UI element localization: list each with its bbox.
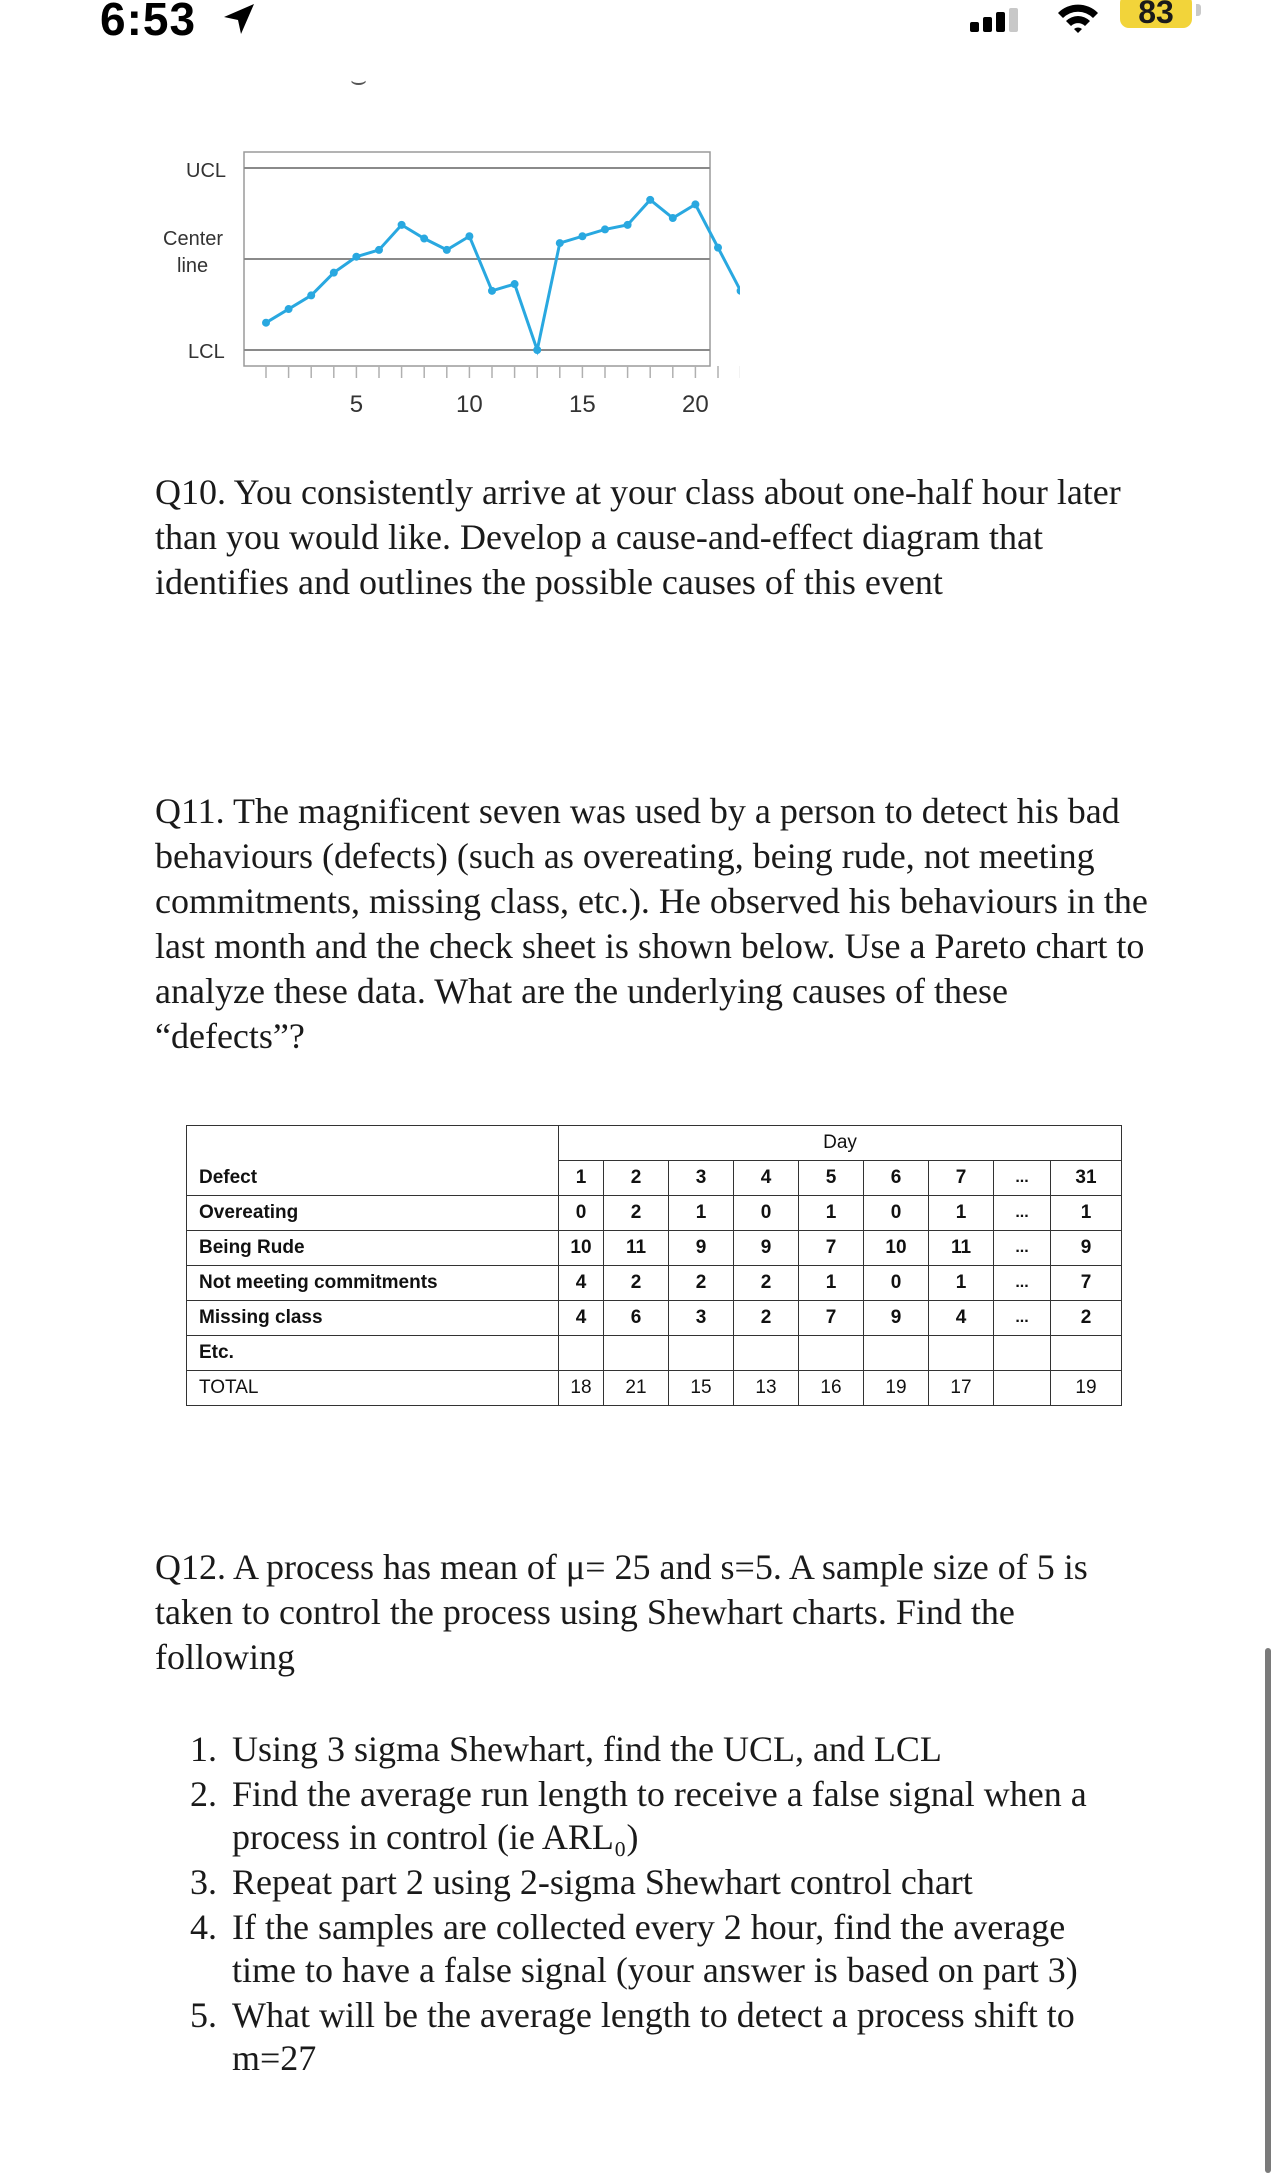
part-text: What will be the average length to detect a process shift to m=27	[232, 1995, 1075, 2078]
total-cell: 21	[604, 1371, 669, 1406]
total-cell: 17	[929, 1371, 994, 1406]
series-points	[262, 196, 740, 354]
ucl-label: UCL	[186, 160, 227, 182]
count-cell: 0	[864, 1196, 929, 1231]
count-cell: 11	[604, 1231, 669, 1266]
day-cell: ...	[994, 1161, 1051, 1196]
data-point	[420, 235, 428, 243]
check-sheet-table	[186, 1125, 1122, 1406]
count-cell: 1	[669, 1196, 734, 1231]
count-cell: 2	[1051, 1301, 1122, 1336]
count-cell: 2	[604, 1266, 669, 1301]
count-cell: ...	[994, 1301, 1051, 1336]
defect-header: Defect	[187, 1161, 559, 1196]
count-cell	[734, 1336, 799, 1371]
day-cell: 4	[734, 1161, 799, 1196]
count-cell: 9	[1051, 1231, 1122, 1266]
x-tick-label: 20	[682, 391, 709, 418]
count-cell: 1	[929, 1266, 994, 1301]
total-cell: 18	[559, 1371, 604, 1406]
question-12-part	[190, 1994, 1132, 2080]
question-12-part	[190, 1773, 1132, 1859]
defect-label: Missing class	[187, 1301, 559, 1336]
count-cell: 2	[734, 1266, 799, 1301]
total-cell: 19	[1051, 1371, 1122, 1406]
part-text: Using 3 sigma Shewhart, find the UCL, and LCL	[232, 1729, 942, 1769]
cellular-signal-icon	[970, 8, 1030, 32]
data-point	[443, 246, 451, 254]
battery-tip	[1196, 4, 1201, 16]
count-cell	[994, 1336, 1051, 1371]
question-12-part	[190, 1728, 1132, 1771]
count-cell: 10	[864, 1231, 929, 1266]
count-cell	[1051, 1336, 1122, 1371]
question-12-part	[190, 1861, 1132, 1904]
count-cell: 7	[799, 1301, 864, 1336]
data-point	[646, 196, 654, 204]
data-point	[330, 269, 338, 277]
location-arrow-icon	[222, 2, 256, 36]
count-cell: 10	[559, 1231, 604, 1266]
total-cell: 13	[734, 1371, 799, 1406]
data-point	[511, 280, 519, 288]
count-cell: 7	[799, 1231, 864, 1266]
control-chart	[150, 140, 740, 440]
total-cell: 15	[669, 1371, 734, 1406]
count-cell: 2	[669, 1266, 734, 1301]
defect-label: Not meeting commitments	[187, 1266, 559, 1301]
question-12-part	[190, 1906, 1132, 1992]
question-12-intro: Q12. A process has mean of μ= 25 and s=5. A sample size of 5 is taken to control the process using Shewhart charts. Find the following	[155, 1547, 1088, 1677]
data-point	[691, 200, 699, 208]
count-cell: ...	[994, 1266, 1051, 1301]
data-point	[375, 246, 383, 254]
defect-label: Being Rude	[187, 1231, 559, 1266]
data-point	[352, 253, 360, 261]
check-sheet	[186, 1125, 1122, 1406]
data-point	[285, 305, 293, 313]
total-row	[187, 1371, 1122, 1406]
defect-row	[187, 1301, 1122, 1336]
defect-label: Overeating	[187, 1196, 559, 1231]
question-11: Q11. The magnificent seven was used by a person to detect his bad behaviours (defects) (such as overeating, being rude, not meeting commitments, missing class, etc.). He observed his behaviours in the last month and the check sheet is shown below. Use a Pareto chart to analyze these data. What are the underlying causes of these “defects”?	[155, 791, 1148, 1056]
count-cell	[559, 1336, 604, 1371]
day-header-row	[187, 1126, 1122, 1161]
count-cell: 2	[734, 1301, 799, 1336]
count-cell: 1	[1051, 1196, 1122, 1231]
day-cell: 5	[799, 1161, 864, 1196]
count-cell: 9	[669, 1231, 734, 1266]
count-cell: 6	[604, 1301, 669, 1336]
data-point	[488, 287, 496, 295]
count-cell: 7	[1051, 1266, 1122, 1301]
count-cell: 0	[734, 1196, 799, 1231]
count-cell	[604, 1336, 669, 1371]
part-number: 2.	[190, 1774, 217, 1814]
defect-row	[187, 1196, 1122, 1231]
total-cell: 19	[864, 1371, 929, 1406]
center-label-line1: Center	[163, 228, 224, 250]
battery-indicator: 83	[1120, 0, 1192, 28]
count-cell: 0	[559, 1196, 604, 1231]
part-number: 3.	[190, 1862, 217, 1902]
question-12-parts	[190, 1728, 1132, 2082]
data-point	[669, 214, 677, 222]
data-point	[465, 232, 473, 240]
count-cell: 4	[559, 1266, 604, 1301]
defect-label: Etc.	[187, 1336, 559, 1371]
total-cell	[994, 1371, 1051, 1406]
count-cell: ...	[994, 1196, 1051, 1231]
count-cell	[929, 1336, 994, 1371]
count-cell: 9	[734, 1231, 799, 1266]
day-cell: 7	[929, 1161, 994, 1196]
defect-row	[187, 1231, 1122, 1266]
part-number: 4.	[190, 1907, 217, 1947]
count-cell: 3	[669, 1301, 734, 1336]
cropped-text-fragment: ⌣	[350, 66, 368, 95]
data-point	[398, 221, 406, 229]
part-text: If the samples are collected every 2 hour, find the average time to have a false signal (your answer is based on part 3)	[232, 1907, 1078, 1990]
days-row	[187, 1161, 1122, 1196]
count-cell: 1	[799, 1196, 864, 1231]
count-cell: ...	[994, 1231, 1051, 1266]
lcl-label: LCL	[188, 341, 225, 363]
blank-header-cell	[187, 1126, 559, 1161]
series-line	[266, 200, 740, 350]
day-cell: 31	[1051, 1161, 1122, 1196]
count-cell: 4	[929, 1301, 994, 1336]
day-cell: 2	[604, 1161, 669, 1196]
part-text: Repeat part 2 using 2-sigma Shewhart control chart	[232, 1862, 973, 1902]
data-point	[601, 225, 609, 233]
scrollbar[interactable]	[1265, 1648, 1271, 2173]
data-point	[737, 287, 740, 295]
part-number: 1.	[190, 1729, 217, 1769]
count-cell: 4	[559, 1301, 604, 1336]
count-cell	[799, 1336, 864, 1371]
defect-row	[187, 1266, 1122, 1301]
x-tick-label: 5	[349, 391, 364, 418]
part-number: 5.	[190, 1995, 217, 2035]
data-point	[624, 221, 632, 229]
part-text: Find the average run length to receive a false signal when a process in control (ie ARL₀)	[232, 1774, 1087, 1857]
data-point	[714, 244, 722, 252]
day-cell: 6	[864, 1161, 929, 1196]
count-cell: 0	[864, 1266, 929, 1301]
data-point	[556, 239, 564, 247]
data-point	[307, 291, 315, 299]
status-bar	[0, 0, 1284, 60]
center-label-line2: line	[177, 255, 209, 277]
count-cell: 9	[864, 1301, 929, 1336]
wifi-icon	[1055, 2, 1101, 34]
x-tick-label: 10	[456, 391, 483, 418]
x-axis-tick-labels	[350, 391, 709, 418]
question-10: Q10. You consistently arrive at your class about one-half hour later than you would like. Develop a cause-and-effect diagram that identifies and outlines the possible causes of this event	[155, 472, 1121, 602]
count-cell: 1	[799, 1266, 864, 1301]
day-header: Day	[559, 1126, 1122, 1161]
data-point	[578, 232, 586, 240]
total-label: TOTAL	[187, 1371, 559, 1406]
count-cell: 1	[929, 1196, 994, 1231]
day-cell: 3	[669, 1161, 734, 1196]
x-tick-label: 15	[569, 391, 596, 418]
count-cell	[669, 1336, 734, 1371]
total-cell: 16	[799, 1371, 864, 1406]
day-cell: 1	[559, 1161, 604, 1196]
count-cell: 2	[604, 1196, 669, 1231]
clock: 6:53	[100, 0, 197, 45]
data-point	[533, 346, 541, 354]
count-cell: 11	[929, 1231, 994, 1266]
x-axis-ticks	[266, 366, 740, 378]
count-cell	[864, 1336, 929, 1371]
defect-row	[187, 1336, 1122, 1371]
data-point	[262, 319, 270, 327]
